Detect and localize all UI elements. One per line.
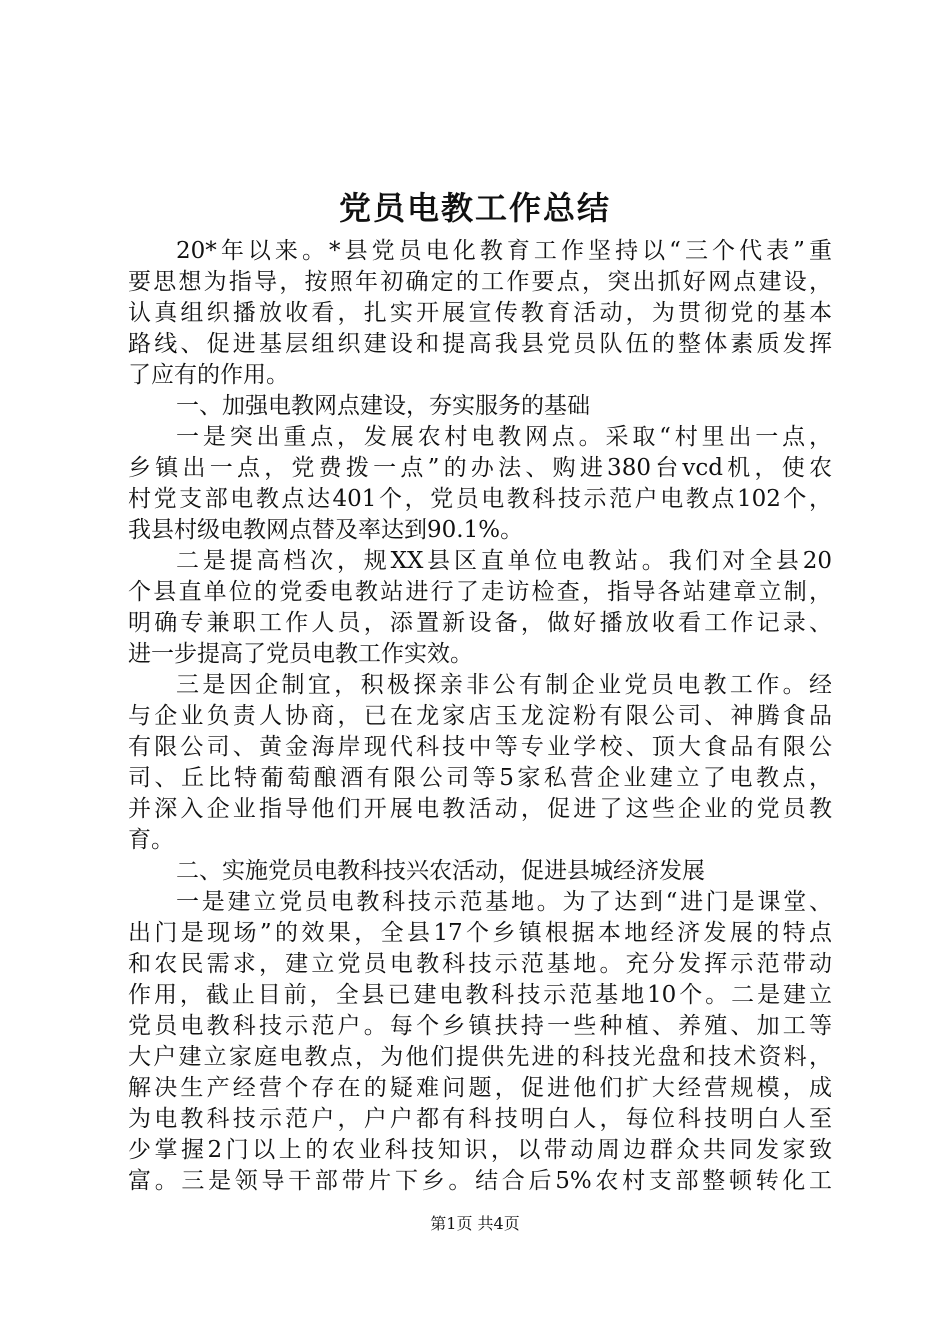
- text-line: 和农民需求，建立党员电教科技示范基地。充分发挥示范带动: [128, 951, 832, 977]
- section-heading: 一、加强电教网点建设，夯实服务的基础: [176, 393, 590, 419]
- text-line: 作用，截止目前，全县已建电教科技示范基地10个。二是建立: [128, 982, 832, 1008]
- text-line: 解决生产经营个存在的疑难问题，促进他们扩大经营规模，成: [128, 1075, 832, 1101]
- section-heading: 二、实施党员电教科技兴农活动，促进县城经济发展: [176, 858, 705, 884]
- text-line: 大户建立家庭电教点，为他们提供先进的科技光盘和技术资料，: [128, 1044, 832, 1070]
- text-line: 一是突出重点，发展农村电教网点。采取“村里出一点，: [176, 424, 832, 450]
- text-line: 个县直单位的党委电教站进行了走访检查，指导各站建章立制，: [128, 579, 832, 605]
- text-line: 一是建立党员电教科技示范基地。为了达到“进门是课堂、: [176, 889, 832, 915]
- text-line: 路线、促进基层组织建设和提高我县党员队伍的整体素质发挥: [128, 331, 832, 357]
- text-line: 进一步提高了党员电教工作实效。: [128, 641, 473, 667]
- text-line: 20*年以来。*县党员电化教育工作坚持以“三个代表”重: [176, 238, 832, 264]
- text-line: 少掌握2门以上的农业科技知识，以带动周边群众共同发家致: [128, 1137, 832, 1163]
- page-number-footer: 第1页 共4页: [430, 1214, 520, 1233]
- text-line: 三是因企制宜，积极探亲非公有制企业党员电教工作。经: [176, 672, 832, 698]
- text-line: 育。: [128, 827, 174, 853]
- text-line: 党员电教科技示范户。每个乡镇扶持一些种植、养殖、加工等: [128, 1013, 832, 1039]
- text-line: 有限公司、黄金海岸现代科技中等专业学校、顶大食品有限公: [128, 734, 832, 760]
- text-line: 村党支部电教点达401个，党员电教科技示范户电教点102个，: [128, 486, 832, 512]
- text-line: 并深入企业指导他们开展电教活动，促进了这些企业的党员教: [128, 796, 832, 822]
- text-line: 要思想为指导，按照年初确定的工作要点，突出抓好网点建设，: [128, 269, 832, 295]
- text-line: 二是提高档次，规XX县区直单位电教站。我们对全县20: [176, 548, 832, 574]
- text-line: 乡镇出一点，党费拨一点”的办法、购进380台vcd机，使农: [128, 455, 832, 481]
- text-line: 司、丘比特葡萄酿酒有限公司等5家私营企业建立了电教点，: [128, 765, 832, 791]
- text-line: 为电教科技示范户，户户都有科技明白人，每位科技明白人至: [128, 1106, 832, 1132]
- document-title: 党员电教工作总结: [338, 189, 611, 227]
- text-line: 了应有的作用。: [128, 362, 289, 388]
- text-line: 富。三是领导干部带片下乡。结合后5%农村支部整顿转化工: [128, 1168, 832, 1194]
- document-body: [128, 236, 832, 1197]
- text-line: 出门是现场”的效果，全县17个乡镇根据本地经济发展的特点: [128, 920, 832, 946]
- text-line: 我县村级电教网点替及率达到90.1%。: [128, 517, 524, 543]
- text-line: 认真组织播放收看，扎实开展宣传教育活动，为贯彻党的基本: [128, 300, 832, 326]
- text-line: 与企业负责人协商，已在龙家店玉龙淀粉有限公司、神腾食品: [128, 703, 832, 729]
- text-line: 明确专兼职工作人员，添置新设备，做好播放收看工作记录、: [128, 610, 832, 636]
